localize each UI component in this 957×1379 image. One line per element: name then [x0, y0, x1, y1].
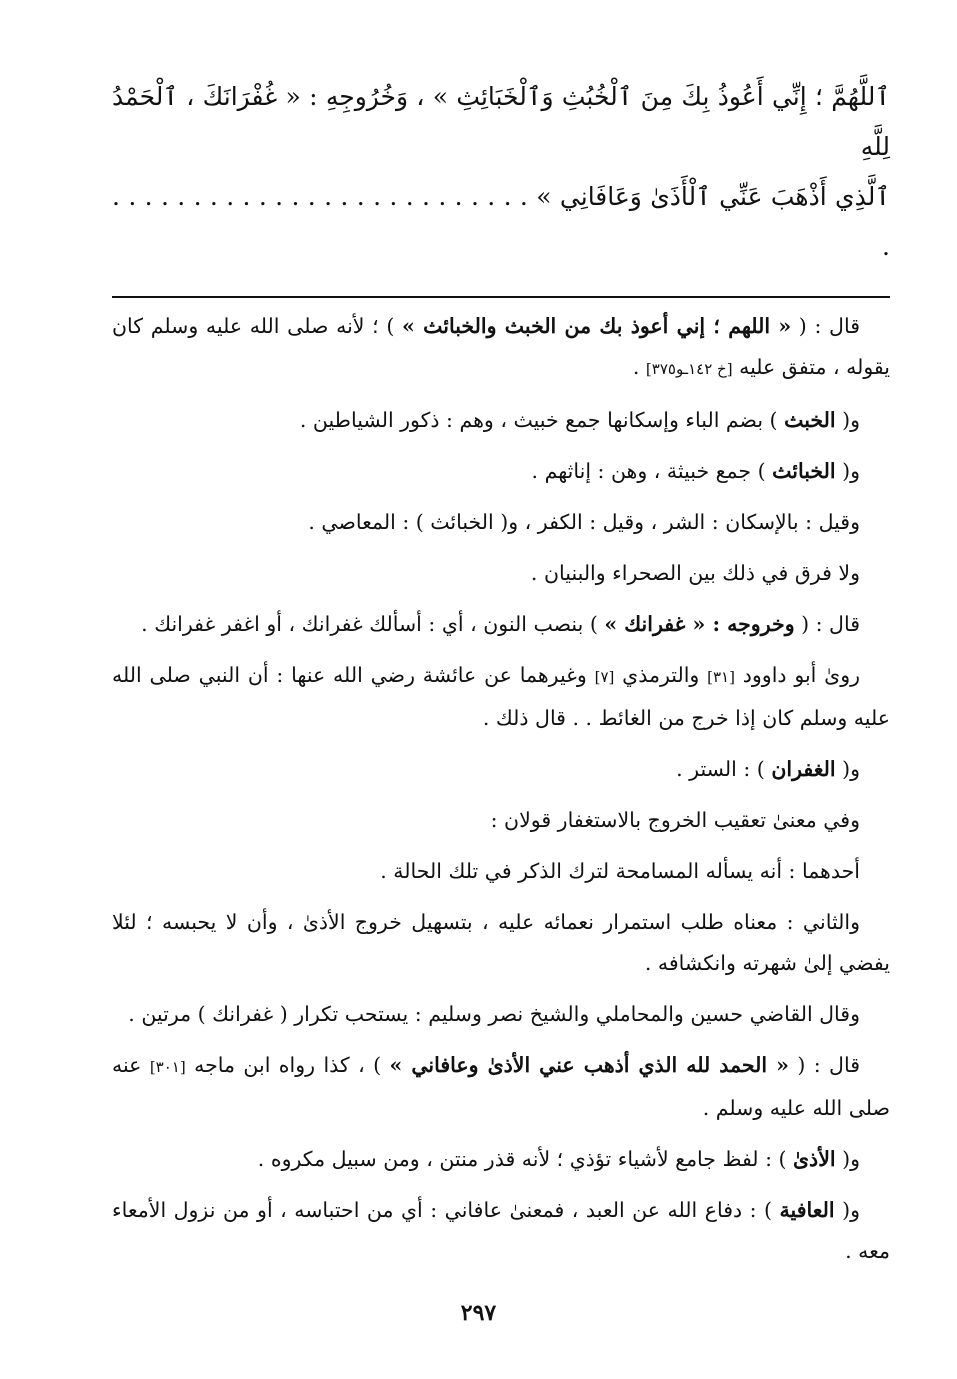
term: الأذىٰ [793, 1147, 836, 1171]
paragraph: ولا فرق في ذلك بين الصحراء والبنيان . [530, 561, 860, 585]
paragraph: وقال القاضي حسين والمحاملي والشيخ نصر وسليم : يستحب تكرار ( غفرانك ) مرتين . [128, 1002, 860, 1026]
paragraph: وفي معنىٰ تعقيب الخروج بالاستغفار قولان : [490, 808, 860, 832]
paragraph: وقيل : بالإسكان : الشر ، وقيل : الكفر ، و( الخبائث ) : المعاصي . [308, 510, 860, 534]
paragraph: والثاني : معناه طلب استمرار نعمائه عليه ، بتسهيل خروج الأذىٰ ، وأن لا يحبسه ؛ لئلا يفضي إلىٰ شهرته وانكشافه . [112, 910, 890, 975]
paragraph: و( الخبث ) بضم الباء وإسكانها جمع خبيث ، وهم : ذكور الشياطين . [299, 408, 860, 432]
matn-line: ٱللَّهُمَّ ؛ إِنِّي أَعُوذُ بِكَ مِنَ ٱلْخُبُثِ وَٱلْخَبَائِثِ » ، وَخُرُوجِهِ : « غُفْرَانَكَ ، ٱلْحَمْدُ لِلَّهِ [112, 82, 890, 161]
citation: [٣١] [707, 668, 735, 686]
page-body [112, 72, 890, 1282]
paragraph: و( الأذىٰ ) : لفظ جامع لأشياء تؤذي ؛ لأنه قذر منتن ، ومن سبيل مكروه . [257, 1147, 860, 1171]
paragraph: قال : ( « الحمد لله الذي أذهب عني الأذىٰ وعافاني » ) ، كذا رواه ابن ماجه [٣٠١] عنه صلى الله عليه وسلم . [112, 1053, 890, 1120]
paragraph: قال : ( « اللهم ؛ إني أعوذ بك من الخبث والخبائث » ) ؛ لأنه صلى الله عليه وسلم كان يقوله ، متفق عليه [خ ١٤٢ـو٣٧٥] . [112, 314, 890, 379]
term: الخبائث [772, 459, 836, 483]
paragraph: قال : ( وخروجه : « غفرانك » ) بنصب النون ، أي : أسألك غفرانك ، أو اغفر غفرانك . [141, 612, 860, 636]
commentary [112, 306, 890, 1272]
quoted-text: « الحمد لله الذي أذهب عني الأذىٰ وعافاني » [389, 1053, 789, 1077]
paragraph: روىٰ أبو داوود [٣١] والترمذي [٧] وغيرهما عن عائشة رضي الله عنها : أن النبي صلى الله عليه وسلم كان إذا خرج من الغائط . . قال ذلك . [112, 663, 890, 730]
quoted-text: « اللهم ؛ إني أعوذ بك من الخبث والخبائث » [402, 314, 792, 338]
matn-text [112, 72, 890, 272]
separator-rule [112, 296, 890, 298]
paragraph: أحدهما : أنه يسأله المسامحة لترك الذكر في تلك الحالة . [380, 859, 860, 883]
term: الغفران [771, 757, 836, 781]
term: الخبث [784, 408, 836, 432]
matn-line: ٱلَّذِي أَذْهَبَ عَنِّي ٱلْأَذَىٰ وَعَافَانِي » . . . . . . . . . . . . . . . . . . . . . . . . . . . [112, 182, 890, 261]
citation: [٣٠١] [149, 1058, 186, 1076]
paragraph: و( الغفران ) : الستر . [676, 757, 860, 781]
term: العافية [779, 1198, 835, 1222]
citation: [٧] [594, 668, 615, 686]
citation: [خ ١٤٢ـو٣٧٥] [645, 360, 733, 378]
page-number: ٢٩٧ [460, 1300, 497, 1326]
paragraph: و( العافية ) : دفاع الله عن العبد ، فمعنىٰ عافاني : أي من احتباسه ، أو من نزول الأمعاء معه . [112, 1198, 890, 1263]
paragraph: و( الخبائث ) جمع خبيثة ، وهن : إناثهم . [531, 459, 860, 483]
quoted-text: وخروجه : « غفرانك » [604, 612, 795, 636]
